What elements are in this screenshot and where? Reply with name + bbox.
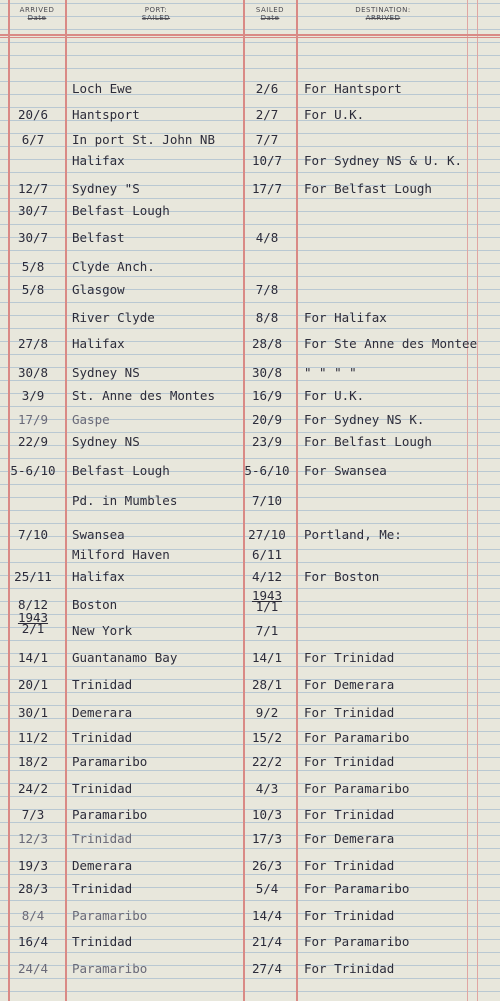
row-arrived-cell: 16/4	[17, 934, 49, 949]
row-arrived-cell: 8/4	[21, 908, 45, 923]
row-port-cell: Belfast	[72, 230, 125, 245]
row-port-cell: St. Anne des Montes	[72, 388, 215, 403]
row-port-cell: Halifax	[72, 336, 125, 351]
row-sailed-cell: 4/8	[255, 230, 279, 245]
row-sailed-cell: 6/11	[251, 547, 283, 562]
row-port-cell: Sydney "S	[72, 181, 140, 196]
row-destination-cell: For Trinidad	[304, 807, 395, 822]
row-destination-cell: " " " "	[304, 365, 357, 380]
row-arrived-cell: 24/4	[17, 961, 49, 976]
row-port-cell: Paramaribo	[72, 908, 148, 923]
row-sailed-cell: 21/4	[251, 934, 283, 949]
row-arrived-cell: 5/8	[21, 259, 45, 274]
row-sailed-cell: 10/3	[251, 807, 283, 822]
row-sailed-cell: 7/10	[251, 493, 283, 508]
row-destination-cell: For Ste Anne des Montee	[304, 336, 478, 351]
margin-rule	[8, 0, 10, 1001]
row-sailed-cell: 4/12	[251, 569, 283, 584]
row-sailed-cell: 2/7	[255, 107, 279, 122]
row-destination-cell: Portland, Me:	[304, 527, 402, 542]
row-destination-cell: For Trinidad	[304, 754, 395, 769]
row-sailed-cell: 5-6/10	[244, 463, 290, 478]
row-sailed-cell: 5/4	[255, 881, 279, 896]
row-sailed-cell: 9/2	[255, 705, 279, 720]
row-destination-cell: For Trinidad	[304, 908, 395, 923]
row-arrived-cell: 12/3	[17, 831, 49, 846]
row-port-cell: Pd. in Mumbles	[72, 493, 178, 508]
row-destination-cell: For Trinidad	[304, 858, 395, 873]
row-port-cell: River Clyde	[72, 310, 155, 325]
row-sailed-cell: 16/9	[251, 388, 283, 403]
row-destination-cell: For Demerara	[304, 677, 395, 692]
row-arrived-cell: 18/2	[17, 754, 49, 769]
row-sailed-cell: 15/2	[251, 730, 283, 745]
row-port-cell: Belfast Lough	[72, 203, 170, 218]
row-port-cell: Trinidad	[72, 730, 133, 745]
row-port-cell: Trinidad	[72, 881, 133, 896]
row-sailed-cell: 28/8	[251, 336, 283, 351]
row-sailed-cell: 14/1	[251, 650, 283, 665]
row-arrived-cell: 28/3	[17, 881, 49, 896]
row-port-cell: Halifax	[72, 153, 125, 168]
row-sailed-cell: 27/10	[248, 527, 286, 542]
row-destination-cell: For Trinidad	[304, 650, 395, 665]
row-arrived-cell: 24/2	[17, 781, 49, 796]
column-rule-arrived	[65, 0, 67, 1001]
row-arrived-cell: 30/1	[17, 705, 49, 720]
row-arrived-cell: 30/7	[17, 230, 49, 245]
row-arrived-cell: 20/6	[17, 107, 49, 122]
row-sailed-cell: 22/2	[251, 754, 283, 769]
row-destination-cell: For Hantsport	[304, 81, 402, 96]
row-destination-cell: For Swansea	[304, 463, 387, 478]
header-destination: DESTINATION: ARRIVED	[355, 6, 411, 22]
row-destination-cell: For Paramaribo	[304, 781, 410, 796]
row-port-cell: Trinidad	[72, 677, 133, 692]
row-sailed-cell: 27/4	[251, 961, 283, 976]
row-destination-cell: For Trinidad	[304, 961, 395, 976]
row-destination-cell: For Paramaribo	[304, 934, 410, 949]
row-port-cell: New York	[72, 623, 133, 638]
row-port-cell: Belfast Lough	[72, 463, 170, 478]
row-destination-cell: For Trinidad	[304, 705, 395, 720]
row-destination-cell: For Sydney NS & U. K.	[304, 153, 463, 168]
row-arrived-cell: 30/8	[17, 365, 49, 380]
row-port-cell: Swansea	[72, 527, 125, 542]
row-sailed-cell: 23/9	[251, 434, 283, 449]
row-sailed-cell: 7/7	[255, 132, 279, 147]
row-port-cell: Demerara	[72, 858, 133, 873]
header-arrived: ARRIVED Date	[19, 6, 55, 22]
row-arrived-cell: 20/1	[17, 677, 49, 692]
row-sailed-cell: 14/4	[251, 908, 283, 923]
header-sailed: SAILED Date	[255, 6, 285, 22]
row-sailed-cell: 17/7	[251, 181, 283, 196]
row-port-cell: Paramaribo	[72, 807, 148, 822]
sailed-year-mark: 1943 1/1	[251, 588, 283, 614]
row-destination-cell: For Paramaribo	[304, 881, 410, 896]
row-sailed-cell: 26/3	[251, 858, 283, 873]
row-destination-cell: For Halifax	[304, 310, 387, 325]
row-arrived-cell: 5/8	[21, 282, 45, 297]
row-port-cell: Loch Ewe	[72, 81, 133, 96]
row-port-cell: Paramaribo	[72, 754, 148, 769]
row-sailed-cell: 28/1	[251, 677, 283, 692]
row-port-cell: Gaspe	[72, 412, 110, 427]
row-destination-cell: For Boston	[304, 569, 380, 584]
row-port-cell: Hantsport	[72, 107, 140, 122]
row-port-cell: Clyde Anch.	[72, 259, 155, 274]
row-destination-cell: For Paramaribo	[304, 730, 410, 745]
column-rule-sailed	[296, 0, 298, 1001]
row-arrived-cell: 3/9	[21, 388, 45, 403]
row-port-cell: Halifax	[72, 569, 125, 584]
row-arrived-cell: 14/1	[17, 650, 49, 665]
row-port-cell: Paramaribo	[72, 961, 148, 976]
header-port: PORT: SAILED	[141, 6, 171, 22]
row-port-cell: Guantanamo Bay	[72, 650, 178, 665]
column-rule-right	[467, 0, 468, 1001]
row-destination-cell: For Sydney NS K.	[304, 412, 425, 427]
row-sailed-cell: 8/8	[255, 310, 279, 325]
row-arrived-cell: 12/7	[17, 181, 49, 196]
row-destination-cell: For U.K.	[304, 107, 365, 122]
row-arrived-cell: 25/11	[14, 569, 52, 584]
row-port-cell: Glasgow	[72, 282, 125, 297]
row-destination-cell: For Belfast Lough	[304, 434, 432, 449]
row-sailed-cell: 7/8	[255, 282, 279, 297]
row-arrived-cell: 7/3	[21, 807, 45, 822]
row-destination-cell: For Belfast Lough	[304, 181, 432, 196]
row-arrived-cell: 19/3	[17, 858, 49, 873]
row-sailed-cell: 17/3	[251, 831, 283, 846]
row-port-cell: Sydney NS	[72, 365, 140, 380]
row-arrived-cell: 22/9	[17, 434, 49, 449]
row-arrived-cell: 11/2	[17, 730, 49, 745]
row-sailed-cell: 2/6	[255, 81, 279, 96]
row-port-cell: Demerara	[72, 705, 133, 720]
column-rule-edge	[477, 0, 478, 1001]
row-destination-cell: For Demerara	[304, 831, 395, 846]
row-port-cell: Trinidad	[72, 831, 133, 846]
row-arrived-cell: 6/7	[21, 132, 45, 147]
row-sailed-cell: 20/9	[251, 412, 283, 427]
arrived-year-mark: 1943 2/1	[17, 610, 49, 636]
row-port-cell: Boston	[72, 597, 118, 612]
row-port-cell: Trinidad	[72, 934, 133, 949]
row-arrived-cell: 7/10	[17, 527, 49, 542]
row-destination-cell: For U.K.	[304, 388, 365, 403]
ledger-header	[0, 0, 500, 36]
row-sailed-cell: 10/7	[251, 153, 283, 168]
row-arrived-cell: 8/12	[17, 597, 49, 612]
row-sailed-cell: 30/8	[251, 365, 283, 380]
row-port-cell: Sydney NS	[72, 434, 140, 449]
row-port-cell: Milford Haven	[72, 547, 170, 562]
row-arrived-cell: 27/8	[17, 336, 49, 351]
row-arrived-cell: 17/9	[17, 412, 49, 427]
header-rule-thin	[0, 37, 500, 38]
row-arrived-cell: 5-6/10	[10, 463, 56, 478]
row-port-cell: In port St. John NB	[72, 132, 215, 147]
row-port-cell: Trinidad	[72, 781, 133, 796]
row-sailed-cell: 4/3	[255, 781, 279, 796]
row-arrived-cell: 30/7	[17, 203, 49, 218]
row-sailed-cell: 7/1	[255, 623, 279, 638]
